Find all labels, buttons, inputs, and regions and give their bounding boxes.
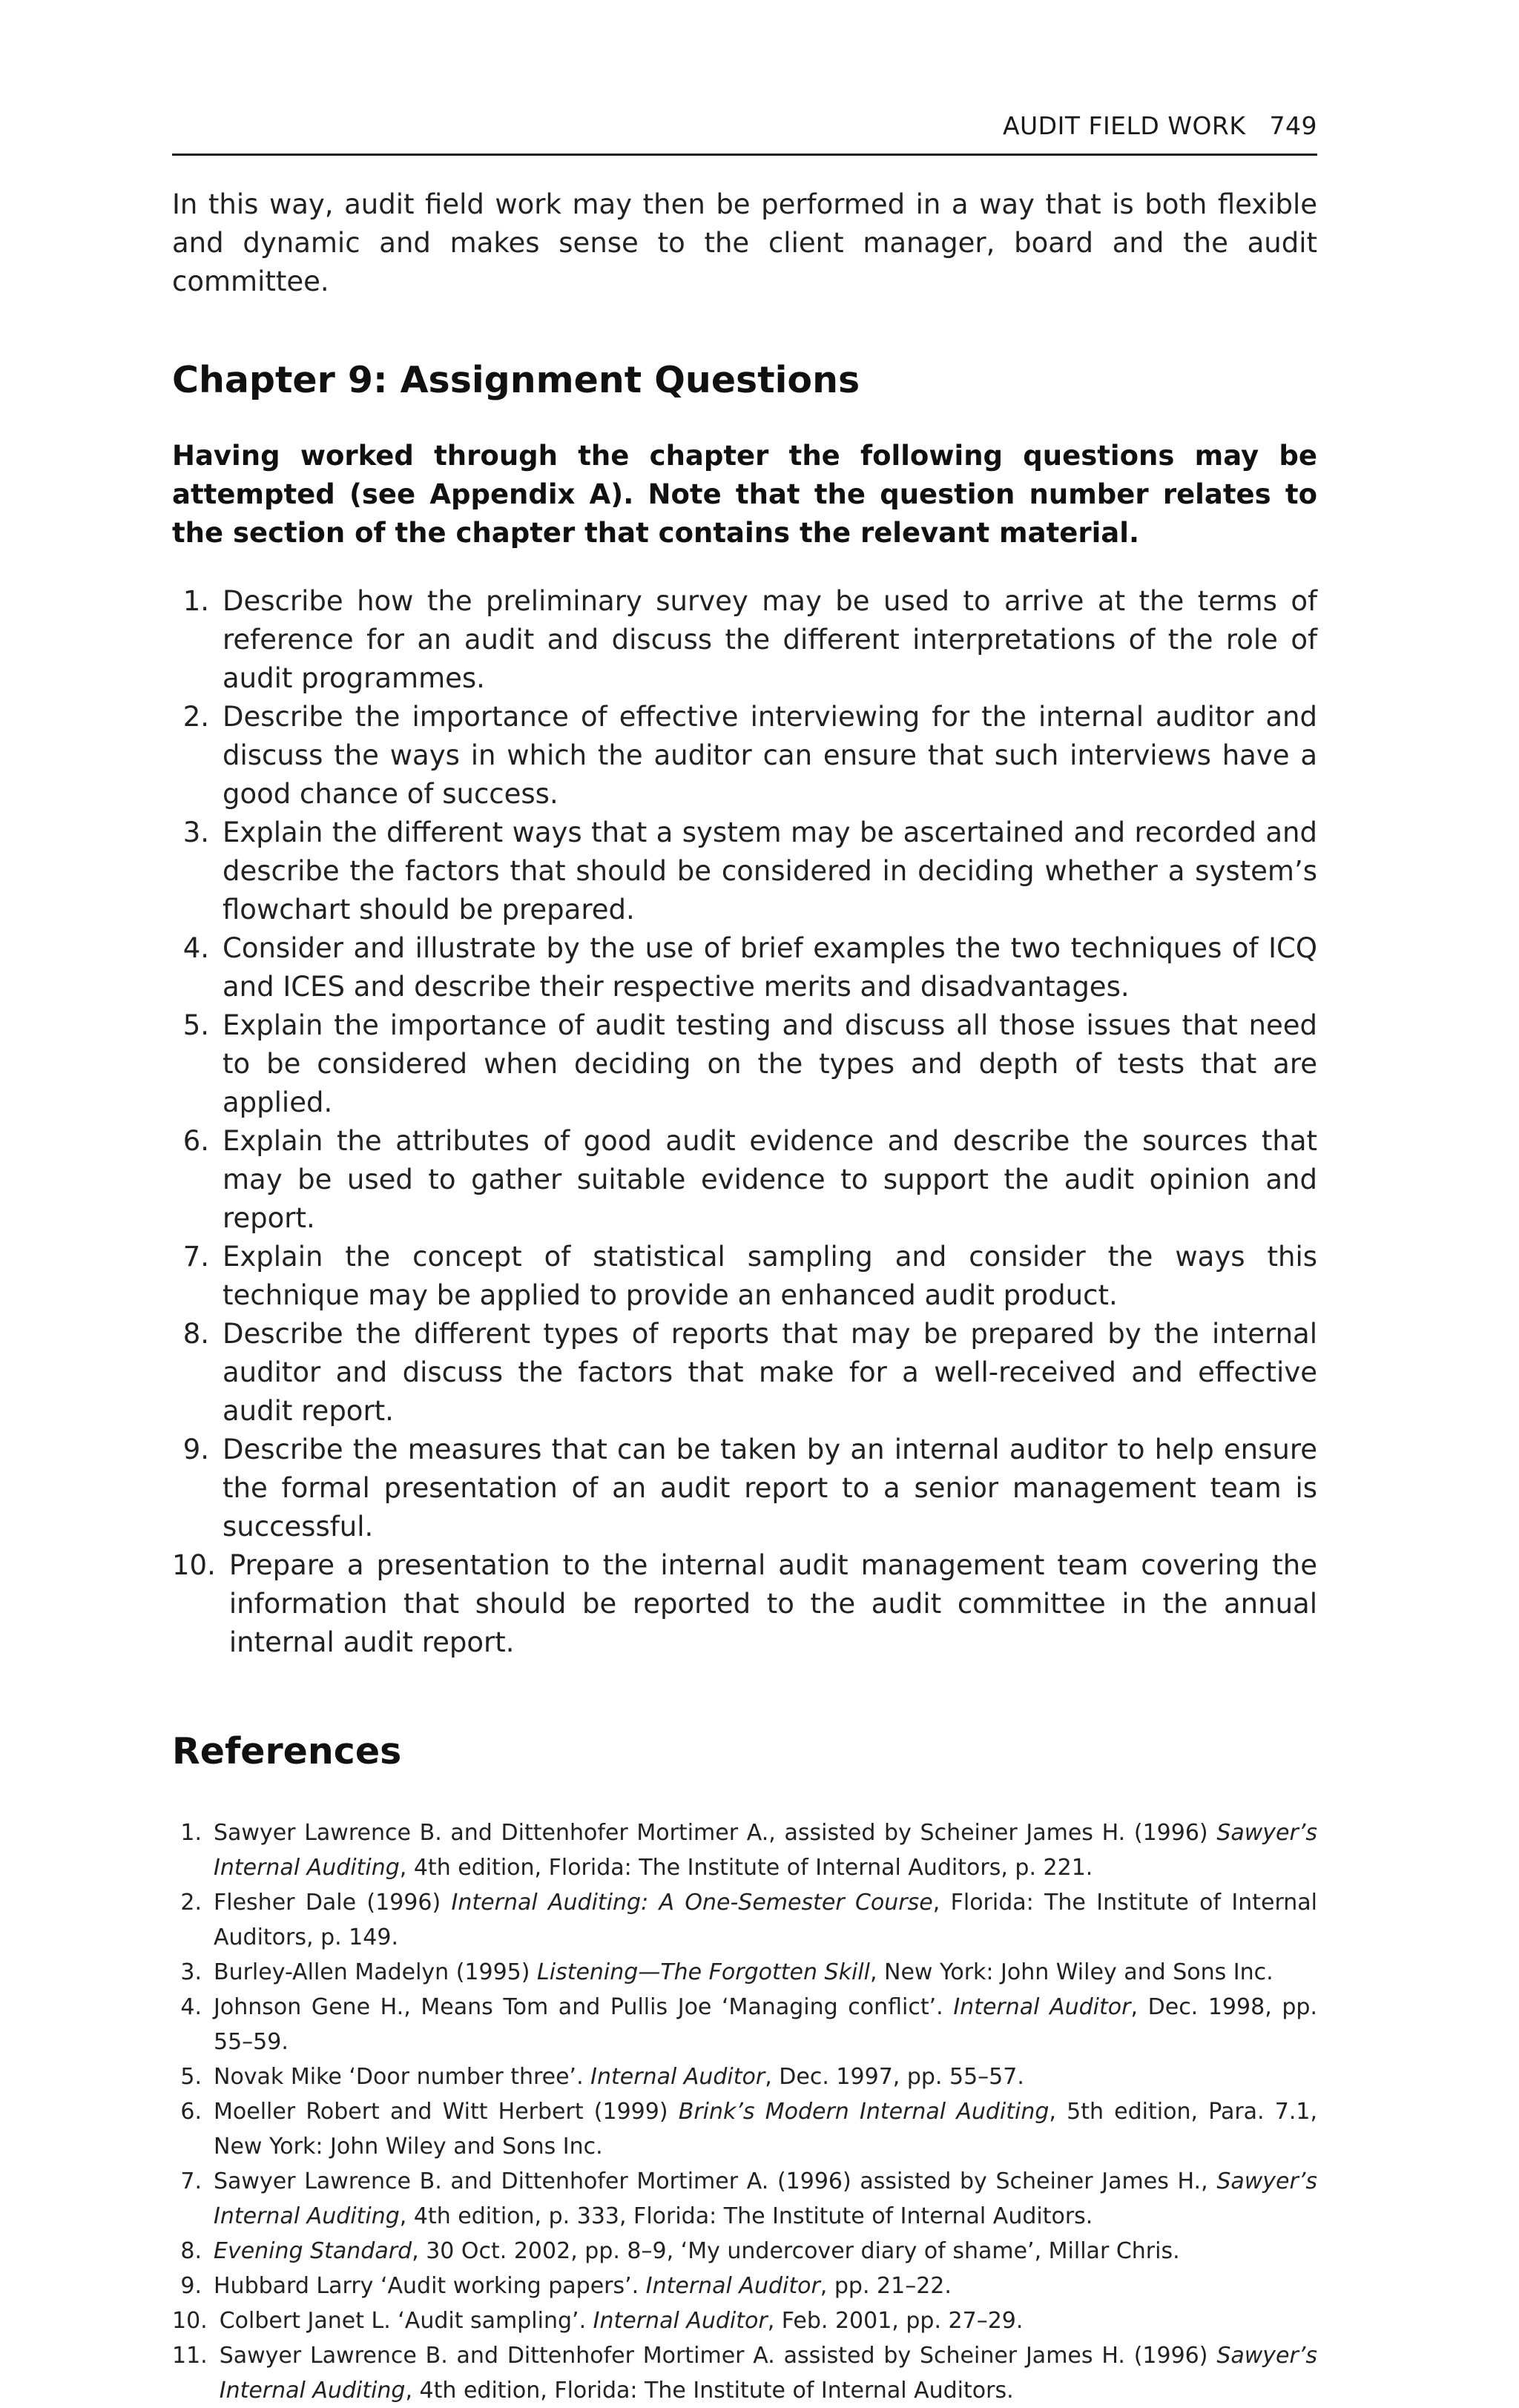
question-item xyxy=(172,929,1317,1006)
question-text: Explain the different ways that a system may be ascertained and recorded and describe the factors that should be considered in deciding whether a system’s flowchart should be prepared. xyxy=(223,817,1317,926)
question-number: 2. xyxy=(182,701,209,733)
reference-item xyxy=(172,2094,1317,2164)
intro-paragraph: In this way, audit field work may then be performed in a way that is both flexible and dynamic and makes sense to the client manager, board and the audit committee. xyxy=(172,188,1317,297)
assignment-lead-paragraph: Having worked through the chapter the following questions may be attempted (see Appendix A). Note that the question number relates to the section of the chapter that contains the relevant material. xyxy=(172,440,1317,549)
question-text: Describe the measures that can be taken by an internal auditor to help ensure the formal presentation of an audit report to a senior management team is successful. xyxy=(223,1434,1317,1543)
question-item xyxy=(172,582,1317,698)
reference-details: , Florida: The Institute of Internal Auditors, p. 149. xyxy=(214,1890,1318,1950)
question-item xyxy=(172,1238,1317,1315)
question-text: Explain the attributes of good audit evidence and describe the sources that may be used to gather suitable evidence to support the audit opinion and report. xyxy=(223,1125,1317,1234)
reference-details: , 4th edition, p. 333, Florida: The Institute of Internal Auditors. xyxy=(399,2203,1093,2229)
question-text: Describe how the preliminary survey may be used to arrive at the terms of reference for an audit and discuss the different interpretations of the role of audit programmes. xyxy=(223,585,1317,694)
page-number: 749 xyxy=(1269,111,1317,140)
reference-item xyxy=(172,1955,1317,1990)
references-heading: References xyxy=(172,1730,402,1772)
question-number: 10. xyxy=(172,1549,216,1581)
question-item xyxy=(172,1431,1317,1546)
running-title: AUDIT FIELD WORK xyxy=(1002,111,1246,140)
reference-title: Internal Auditor xyxy=(645,2273,820,2299)
reference-item xyxy=(172,2234,1317,2269)
question-number: 5. xyxy=(182,1009,209,1041)
question-text: Describe the importance of effective interviewing for the internal auditor and discuss the ways in which the auditor can ensure that such interviews have a good chance of success. xyxy=(223,701,1317,810)
question-item xyxy=(172,1006,1317,1122)
reference-details: , 30 Oct. 2002, pp. 8–9, ‘My undercover diary of shame’, Millar Chris. xyxy=(412,2238,1180,2264)
reference-item xyxy=(172,2269,1317,2303)
reference-title: Sawyer’s Internal Auditing xyxy=(214,1820,1317,1881)
question-text: Describe the different types of reports that may be prepared by the internal auditor and discuss the factors that make for a well-received and effective audit report. xyxy=(223,1318,1317,1427)
reference-title: Listening—The Forgotten Skill xyxy=(537,1959,870,1985)
reference-authors: Johnson Gene H., Means Tom and Pullis Joe ‘Managing conflict’. xyxy=(214,1994,954,2020)
reference-authors: Flesher Dale (1996) xyxy=(214,1890,452,1916)
question-item xyxy=(172,1546,1317,1662)
reference-text xyxy=(214,1990,1317,2059)
reference-item xyxy=(172,1815,1317,1885)
reference-title: Internal Auditing: A One-Semester Course xyxy=(451,1890,933,1916)
reference-number: 11. xyxy=(172,2343,208,2369)
reference-text xyxy=(214,2059,1317,2094)
reference-details: , Dec. 1997, pp. 55–57. xyxy=(765,2064,1024,2090)
question-item xyxy=(172,1122,1317,1238)
reference-number: 5. xyxy=(180,2064,202,2090)
reference-number: 2. xyxy=(180,1890,202,1916)
question-text: Explain the concept of statistical sampling and consider the ways this technique may be applied to provide an enhanced audit product. xyxy=(223,1241,1317,1311)
reference-authors: Novak Mike ‘Door number three’. xyxy=(214,2064,591,2090)
reference-item xyxy=(172,1990,1317,2059)
book-page xyxy=(172,111,1317,2408)
reference-item xyxy=(172,2338,1317,2408)
question-text: Prepare a presentation to the internal audit management team covering the information that should be reported to the audit committee in the annual internal audit report. xyxy=(228,1549,1317,1658)
reference-title: Sawyer’s Internal Auditing xyxy=(214,2168,1317,2229)
reference-title: Brink’s Modern Internal Auditing xyxy=(678,2099,1050,2125)
reference-number: 7. xyxy=(180,2168,202,2194)
reference-title: Sawyer’s Internal Auditing xyxy=(219,2343,1317,2404)
reference-item xyxy=(172,2059,1317,2094)
reference-authors: Burley-Allen Madelyn (1995) xyxy=(214,1959,538,1985)
assignment-question-list xyxy=(172,582,1317,1662)
reference-text xyxy=(214,1885,1317,1955)
reference-number: 9. xyxy=(180,2273,202,2299)
reference-authors: Sawyer Lawrence B. and Dittenhofer Mortimer A., assisted by Scheiner James H. (1996) xyxy=(214,1820,1217,1846)
reference-number: 3. xyxy=(180,1959,202,1985)
reference-title: Internal Auditor xyxy=(590,2064,765,2090)
reference-details: , Feb. 2001, pp. 27–29. xyxy=(767,2308,1024,2334)
reference-item xyxy=(172,1885,1317,1955)
reference-text xyxy=(214,1815,1317,1885)
reference-details: , 5th edition, Para. 7.1, New York: John Wiley and Sons Inc. xyxy=(214,2099,1318,2160)
question-item xyxy=(172,1315,1317,1431)
assignment-questions-heading: Chapter 9: Assignment Questions xyxy=(172,359,860,401)
reference-details: , 4th edition, Florida: The Institute of Internal Auditors, p. 221. xyxy=(399,1855,1093,1881)
reference-title: Internal Auditor xyxy=(593,2308,768,2334)
reference-details: , pp. 21–22. xyxy=(820,2273,952,2299)
reference-item xyxy=(172,2303,1317,2338)
question-text: Consider and illustrate by the use of brief examples the two techniques of ICQ and ICES and describe their respective merits and disadvantages. xyxy=(223,932,1317,1003)
reference-number: 4. xyxy=(180,1994,202,2020)
question-number: 6. xyxy=(182,1125,209,1157)
reference-number: 10. xyxy=(172,2308,208,2334)
reference-number: 6. xyxy=(180,2099,202,2125)
reference-text xyxy=(214,2164,1317,2234)
reference-details: , 4th edition, Florida: The Institute of Internal Auditors. xyxy=(405,2378,1014,2404)
reference-text xyxy=(214,2269,1317,2303)
reference-text xyxy=(220,2338,1317,2408)
reference-text xyxy=(214,2234,1317,2269)
reference-authors: Hubbard Larry ‘Audit working papers’. xyxy=(214,2273,646,2299)
question-item xyxy=(172,814,1317,929)
reference-title: Evening Standard xyxy=(214,2238,412,2264)
question-number: 8. xyxy=(182,1318,209,1350)
reference-authors: Moeller Robert and Witt Herbert (1999) xyxy=(214,2099,679,2125)
reference-authors: Sawyer Lawrence B. and Dittenhofer Mortimer A. assisted by Scheiner James H. (1996) xyxy=(219,2343,1217,2369)
question-number: 4. xyxy=(182,932,209,964)
reference-number: 1. xyxy=(180,1820,202,1846)
question-number: 1. xyxy=(182,585,209,617)
reference-text xyxy=(220,2303,1317,2338)
reference-details: , New York: John Wiley and Sons Inc. xyxy=(869,1959,1273,1985)
reference-list xyxy=(172,1815,1317,2408)
question-text: Explain the importance of audit testing and discuss all those issues that need to be considered when deciding on the types and depth of tests that are applied. xyxy=(223,1009,1317,1118)
reference-text xyxy=(214,2094,1317,2164)
reference-authors: Sawyer Lawrence B. and Dittenhofer Mortimer A. (1996) assisted by Scheiner James H., xyxy=(214,2168,1217,2194)
reference-number: 8. xyxy=(180,2238,202,2264)
question-number: 7. xyxy=(182,1241,209,1273)
reference-authors: Colbert Janet L. ‘Audit sampling’. xyxy=(219,2308,593,2334)
reference-item xyxy=(172,2164,1317,2234)
reference-details: , Dec. 1998, pp. 55–59. xyxy=(214,1994,1317,2055)
question-item xyxy=(172,698,1317,814)
running-header xyxy=(172,111,1317,156)
question-number: 9. xyxy=(182,1434,209,1465)
question-number: 3. xyxy=(182,817,209,848)
reference-text xyxy=(214,1955,1317,1990)
reference-title: Internal Auditor xyxy=(953,1994,1131,2020)
